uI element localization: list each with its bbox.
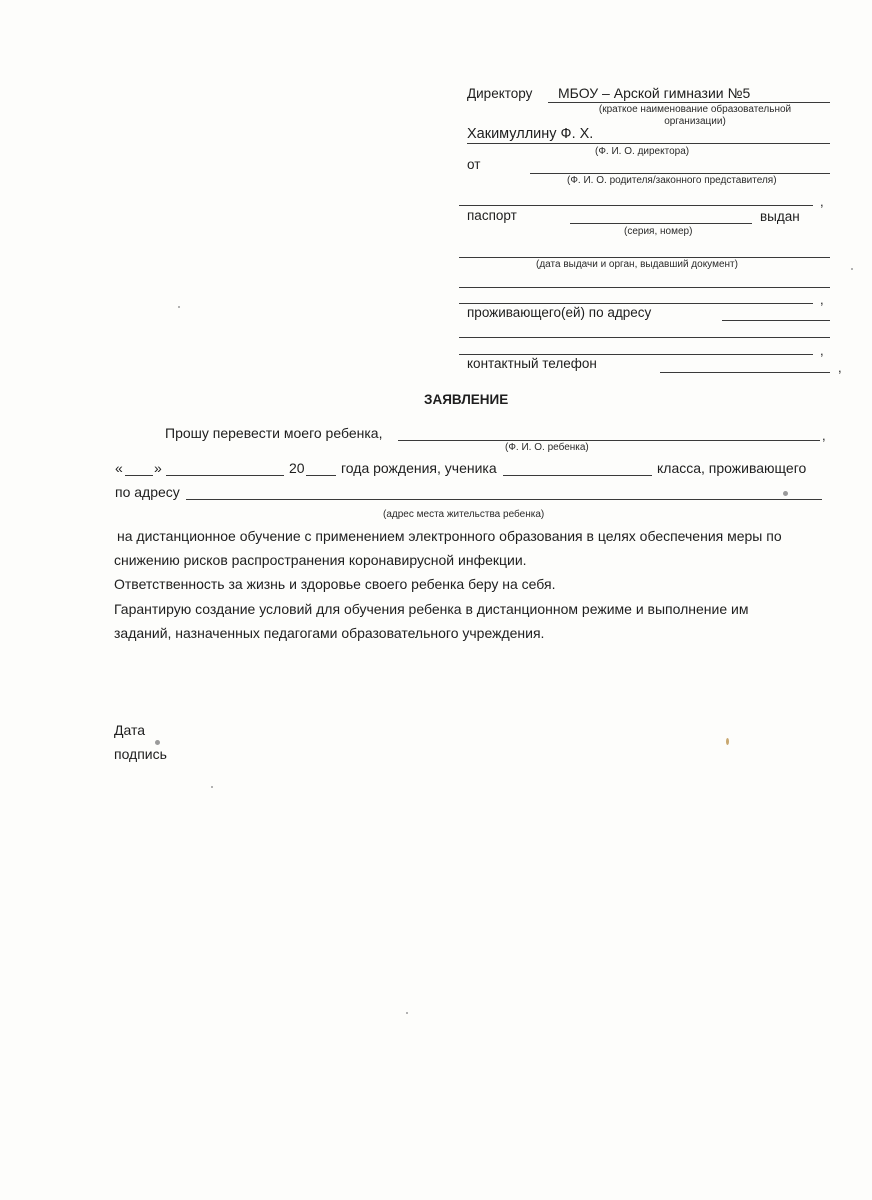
address-line-1 xyxy=(722,320,830,321)
issue-caption: (дата выдачи и орган, выдавший документ) xyxy=(536,259,738,270)
school-name: МБОУ – Арской гимназии №5 xyxy=(558,85,751,101)
parent-name-line-2 xyxy=(459,205,813,206)
paragraph-1-line-2: снижению рисков распространения коронавирусной инфекции. xyxy=(114,552,527,568)
school-name-line xyxy=(548,102,830,103)
issue-info-line xyxy=(459,257,830,258)
request-text: Прошу перевести моего ребенка, xyxy=(165,425,383,441)
document-title: ЗАЯВЛЕНИЕ xyxy=(424,392,509,407)
paragraph-1-line-1: на дистанционное обучение с применением электронного образования в целях обеспечения меры по xyxy=(117,528,782,544)
issue-info-line-3 xyxy=(459,303,813,304)
class-line xyxy=(503,475,652,476)
signature-label: подпись xyxy=(114,746,167,762)
comma-5: , xyxy=(822,428,826,443)
passport-label: паспорт xyxy=(467,208,517,223)
birth-month-line xyxy=(166,475,284,476)
parent-name-line xyxy=(530,173,830,174)
to-director-label: Директору xyxy=(467,86,533,101)
address-line-2 xyxy=(459,337,830,338)
year-prefix: 20 xyxy=(289,460,305,476)
director-name: Хакимуллину Ф. Х. xyxy=(467,126,594,142)
scan-speck xyxy=(178,306,180,308)
scan-speck xyxy=(155,740,160,745)
issue-info-line-2 xyxy=(459,287,830,288)
date-close-quote: » xyxy=(154,460,162,476)
comma-1: , xyxy=(820,194,824,209)
school-name-caption: (краткое наименование образовательной организации) xyxy=(598,104,792,127)
paragraph-2: Ответственность за жизнь и здоровье своего ребенка беру на себя. xyxy=(114,576,556,592)
birth-text: года рождения, ученика xyxy=(341,460,497,476)
class-text: класса, проживающего xyxy=(657,460,807,476)
address-line-3 xyxy=(459,354,813,355)
phone-label: контактный телефон xyxy=(467,356,597,371)
child-name-caption: (Ф. И. О. ребенка) xyxy=(505,442,589,453)
child-name-line xyxy=(398,440,820,441)
scan-speck xyxy=(406,1012,408,1014)
phone-line xyxy=(660,372,830,373)
birth-day-line xyxy=(125,475,153,476)
director-name-line xyxy=(467,143,830,144)
scan-speck xyxy=(783,491,788,496)
address-prefix: по адресу xyxy=(115,484,180,500)
paragraph-3-line-2: заданий, назначенных педагогами образовательного учреждения. xyxy=(114,625,545,641)
comma-4: , xyxy=(838,360,842,375)
passport-caption: (серия, номер) xyxy=(624,226,693,237)
comma-3: , xyxy=(820,343,824,358)
director-caption: (Ф. И. О. директора) xyxy=(595,146,690,157)
date-label: Дата xyxy=(114,722,146,738)
scan-speck xyxy=(211,786,213,788)
date-open-quote: « xyxy=(115,460,123,476)
passport-number-line xyxy=(570,223,752,224)
scan-speck xyxy=(851,268,853,270)
comma-2: , xyxy=(820,292,824,307)
issued-label: выдан xyxy=(760,209,800,224)
scan-speck xyxy=(726,738,729,745)
birth-year-line xyxy=(306,475,336,476)
parent-caption: (Ф. И. О. родителя/законного представителя) xyxy=(567,175,777,186)
from-label: от xyxy=(467,157,481,172)
child-address-line xyxy=(186,499,822,500)
child-address-caption: (адрес места жительства ребенка) xyxy=(383,509,545,520)
paragraph-3-line-1: Гарантирую создание условий для обучения ребенка в дистанционном режиме и выполнение им xyxy=(114,601,749,617)
address-label: проживающего(ей) по адресу xyxy=(467,305,652,320)
